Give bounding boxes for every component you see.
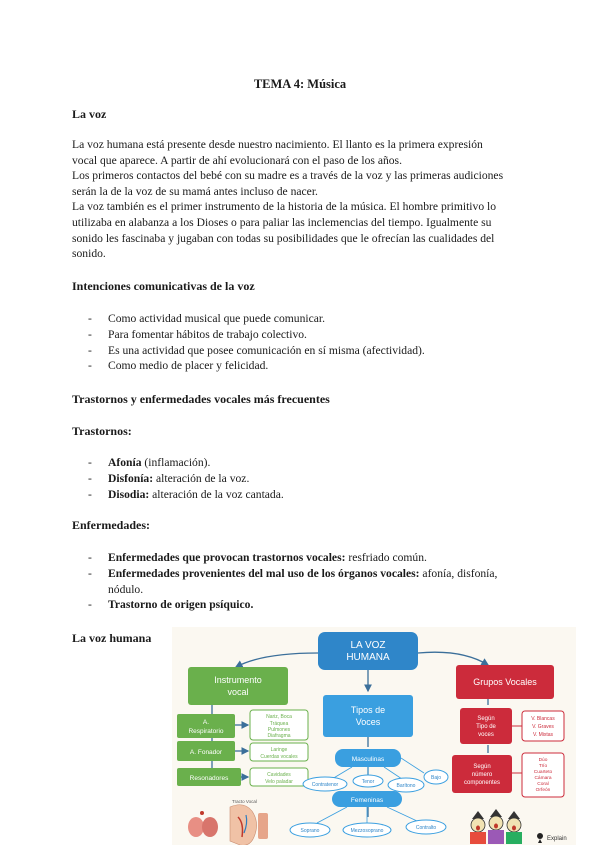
choir-illustration [470,809,522,844]
text-line: sonido. [72,247,106,261]
svg-text:Femeninas: Femeninas [350,797,384,804]
list-item: - Trastorno de origen psíquico. [88,598,254,612]
svg-text:Grupos Vocales: Grupos Vocales [473,677,537,687]
svg-text:Tenor: Tenor [361,779,375,785]
list-item: - Disodia: alteración de la voz cantada. [88,487,284,501]
svg-text:Respiratorio: Respiratorio [188,728,224,735]
svg-text:Según: Según [477,716,495,722]
instrumento-node [188,667,288,705]
svg-text:Tracto Vocal: Tracto Vocal [232,799,257,804]
svg-text:Contratenor: Contratenor [311,782,339,788]
heading-trastornos-enfermedades: Trastornos y enfermedades vocales más frecuentes [72,392,330,406]
svg-text:Instrumento: Instrumento [214,675,262,685]
svg-text:V. Mixtas: V. Mixtas [532,732,554,738]
tipos-node [323,695,413,737]
text-line: utilizaba en alabanza a los Dioses o para paliar las inclemencias del tiempo. Igualmente su [72,215,492,229]
svg-text:Barítono: Barítono [396,783,416,789]
svg-text:Resonadores: Resonadores [189,775,229,782]
svg-text:Voces: Voces [355,717,381,727]
svg-text:componentes: componentes [463,780,501,786]
list-trastornos [88,455,528,502]
list-item: - Como medio de placer y felicidad. [88,359,269,373]
svg-text:A.: A. [202,719,210,726]
text-line: vocal que aparece. A partir de ahí evolucionará con el paso de los años. [72,153,402,167]
list-intenciones [88,311,528,374]
svg-text:Cuerdas vocales: Cuerdas vocales [260,754,298,760]
text-line: Los primeros contactos del bebé con su madre es a través de la voz y las primeras audiciones [72,169,504,183]
mind-map-diagram [172,627,576,845]
heading-la-voz: La voz [72,107,107,121]
svg-text:vocal: vocal [227,687,249,697]
svg-text:V. Graves: V. Graves [532,724,554,730]
list-item: - Enfermedades que provocan trastornos vocales: resfriado común. [88,551,427,564]
svg-text:Masculinas: Masculinas [351,756,385,763]
list-item: - Para fomentar hábitos de trabajo colectivo. [88,327,307,341]
explain-logo [537,833,567,843]
center-label-2: HUMANA [346,652,390,663]
svg-text:Nariz, Boca: Nariz, Boca [266,714,292,720]
paragraph-la-voz [72,137,532,262]
svg-text:número: número [471,772,493,778]
svg-text:Trío: Trío [538,764,548,769]
text-line: serán la de la voz de su mamá antes incluso de nacer. [72,184,318,198]
svg-text:V. Blancas: V. Blancas [531,716,555,722]
svg-text:Cavidades: Cavidades [267,772,291,778]
list-item: - Como actividad musical que puede comunicar. [88,312,325,325]
svg-text:Cuarteto: Cuarteto [533,770,553,775]
svg-text:Tipo de: Tipo de [476,724,496,730]
svg-text:Explain: Explain [547,836,567,842]
list-item: - Es una actividad que posee comunicación en sí misma (afectividad). [88,343,425,357]
svg-text:Diafragma: Diafragma [267,733,291,739]
list-item: - Enfermedades provenientes del mal uso de los órganos vocales: afonía, disfonía, nódulo. [88,566,498,596]
center-label-1: LA VOZ [350,640,386,651]
svg-text:Pulmones: Pulmones [267,727,291,733]
text-line: La voz humana está presente desde nuestro nacimiento. El llanto es la primera expresión [72,138,483,151]
heading-intenciones: Intenciones comunicativas de la voz [72,279,255,293]
svg-text:Velo paladar: Velo paladar [265,779,293,785]
mind-map-svg [172,627,576,845]
svg-text:Soprano: Soprano [300,828,320,834]
svg-text:voces: voces [478,732,494,738]
list-item: - Disfonía: alteración de la voz. [88,471,250,485]
svg-text:Dúo: Dúo [538,758,548,763]
svg-text:Tráquea: Tráquea [269,721,289,727]
svg-text:Contralto: Contralto [415,825,437,831]
svg-text:Mezzosoprano: Mezzosoprano [350,828,384,834]
list-enfermedades [88,550,528,613]
anatomy-illustration [188,799,268,845]
svg-text:A. Fonador: A. Fonador [189,749,223,756]
heading-enfermedades: Enfermedades: [72,518,150,532]
svg-text:Tipos de: Tipos de [350,705,386,715]
text-line: sonido les fascinaba y jugaban con todas su posibilidades que le ofrecían las cualidades del [72,231,495,245]
svg-text:Según: Según [473,764,491,770]
svg-text:Laringe: Laringe [270,747,288,753]
list-item: - Afonía (inflamación). [88,456,211,469]
center-node [318,632,418,670]
svg-text:Bajo: Bajo [430,775,442,781]
svg-text:Coral: Coral [537,782,549,787]
text-line: La voz también es el primer instrumento de la historia de la música. El hombre primitivo lo [72,200,497,214]
svg-text:Cámara: Cámara [534,776,552,781]
heading-voz-humana: La voz humana [72,631,152,645]
svg-text:Orfeón: Orfeón [535,788,551,793]
heading-trastornos: Trastornos: [72,424,132,438]
page-title: TEMA 4: Música [253,77,347,91]
